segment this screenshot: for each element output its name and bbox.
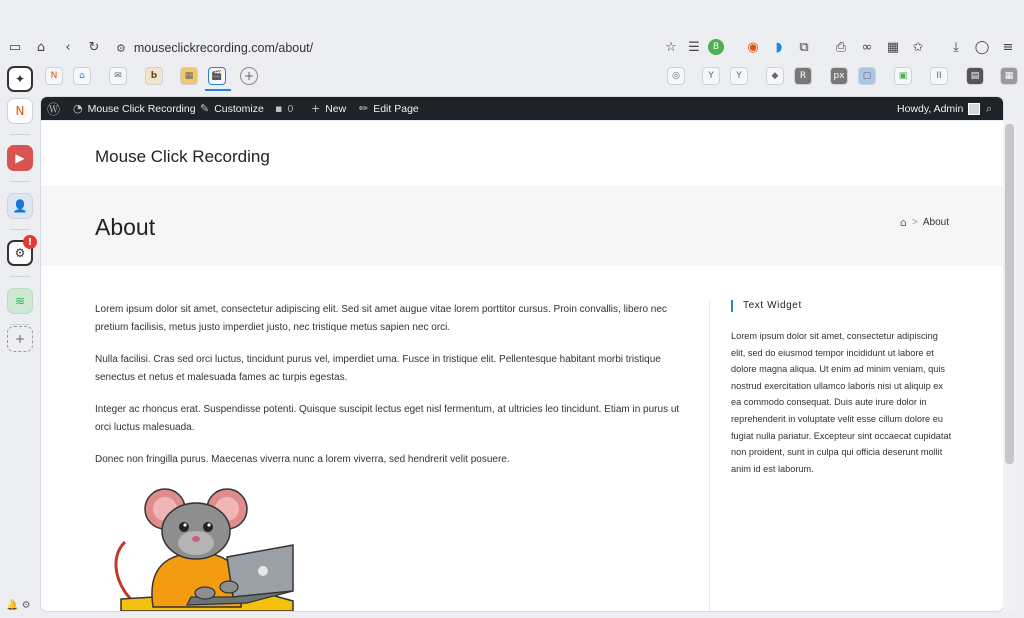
add-sidebar-app-icon[interactable]: + <box>7 326 33 352</box>
favorites-icon[interactable]: ✩ <box>912 39 924 55</box>
breadcrumb <box>900 216 949 229</box>
site-settings-icon[interactable]: ⚙ <box>116 41 126 55</box>
content-paragraph: Lorem ipsum dolor sit amet, consectetur adipiscing elit. Sed sit amet augue vitae lorem porttitor cursus. Proin convallis, libero nec pretium facilisis, metus justo imperdiet justo, nec tristique metus sapien nec orci. <box>95 304 667 333</box>
back-icon[interactable]: ‹ <box>65 39 71 55</box>
add-tab-icon[interactable]: + <box>240 67 258 85</box>
wp-customize[interactable]: ✎ Customize <box>200 102 264 115</box>
b-icon[interactable]: b <box>145 67 163 85</box>
main-content <box>95 301 680 483</box>
comment-icon: ▪ <box>275 102 283 115</box>
widget-title: Text Widget <box>731 300 953 312</box>
sidebar-toggle-icon[interactable]: ▭ <box>8 39 22 55</box>
reading-list-icon[interactable]: ☰ <box>688 39 700 55</box>
app-icon[interactable]: N <box>7 98 33 124</box>
plus-icon: + <box>311 102 321 115</box>
wp-search-icon[interactable]: ⌕ <box>986 101 993 115</box>
ext-r2-icon[interactable]: Y <box>702 67 720 85</box>
page-scrollbar[interactable] <box>1003 120 1016 611</box>
reload-icon[interactable]: ↻ <box>88 39 100 55</box>
wp-new[interactable]: + New <box>311 102 347 115</box>
ext-4-icon[interactable]: ▦ <box>180 67 198 85</box>
site-header <box>41 120 1003 186</box>
wp-site-name[interactable]: ◔ Mouse Click Recording <box>73 102 196 115</box>
scrollbar-thumb[interactable] <box>1005 124 1014 464</box>
home-icon[interactable]: ⌂ <box>900 216 908 229</box>
chatgpt-icon[interactable]: ✦ <box>7 66 33 92</box>
clapper-icon[interactable]: 🎬 <box>208 67 226 85</box>
content-paragraph: Donec non fringilla purus. Maecenas viverra nunc a lorem viverra, sed hendrerit velit posuere. <box>95 454 510 465</box>
link-icon[interactable]: ∞ <box>861 39 873 55</box>
wp-comments[interactable]: ▪ 0 <box>275 102 294 115</box>
ext-1-icon[interactable]: N <box>45 67 63 85</box>
ext-r11-icon[interactable]: ▦ <box>1000 67 1018 85</box>
breadcrumb-separator: > <box>912 217 918 228</box>
qr-icon[interactable]: ▦ <box>886 39 900 55</box>
active-tab-indicator <box>205 89 231 91</box>
wp-edit-page[interactable]: ✏ Edit Page <box>359 102 419 115</box>
bottom-status-icons: 🔔 ⚙ <box>6 600 31 611</box>
ext-signal-icon[interactable]: ◗ <box>775 39 783 55</box>
ext-r5-icon[interactable]: R <box>794 67 812 85</box>
page-title-band <box>41 186 1003 266</box>
ext-r9-icon[interactable]: II <box>930 67 948 85</box>
pencil-icon: ✏ <box>359 102 369 115</box>
ext-r3-icon[interactable]: Y <box>730 67 748 85</box>
admin-avatar <box>968 103 980 115</box>
mouse-laptop-illustration <box>107 487 297 611</box>
ext-r7-icon[interactable]: ▢ <box>858 67 876 85</box>
browser-toolbar <box>0 32 1024 62</box>
extensions-icon[interactable]: ⧉ <box>799 39 809 55</box>
sidebar-divider <box>10 276 30 277</box>
content-paragraph: Integer ac rhoncus erat. Suspendisse potenti. Quisque suscipit lectus eget nisl fermentum, at ultricies leo tincidunt. Etiam in purus ut orci luctus malesuada. <box>95 404 680 433</box>
widget-text: Lorem ipsum dolor sit amet, consectetur adipiscing elit, sed do eiusmod tempor incididunt ut labore et dolore magna aliqua. Ut enim ad minim veniam, quis nostrud exercitation ullamco laboris nisi ut aliquip ex ea commodo consequat. Duis aute irure dolor in reprehenderit in voluptate velit esse cillum dolore eu fugiat nulla pariatur. Excepteur sint occaecat cupidatat non proident, sunt in culpa qui officia deserunt mollit anim id est laborum. <box>731 331 952 474</box>
ext-r6-icon[interactable]: px <box>830 67 848 85</box>
web-page <box>41 97 1003 611</box>
page-title: About <box>95 214 156 240</box>
settings-glyph: ⚙ <box>14 246 26 260</box>
sidebar-divider <box>10 324 30 325</box>
wp-logo-icon[interactable]: Ⓦ <box>47 103 61 118</box>
settings-icon[interactable] <box>7 236 33 266</box>
profile-avatar[interactable]: B <box>708 39 724 55</box>
ext-pill-icon[interactable]: ◉ <box>747 39 759 55</box>
content-paragraph: Nulla facilisi. Cras sed orci luctus, tincidunt purus vel, imperdiet urna. Fusce in tristique elit. Pellentesque habitant morbi tristique senectus et netus et malesuada fames ac turpis egestas. <box>95 354 661 383</box>
ext-r10-icon[interactable]: ▤ <box>966 67 984 85</box>
mail-icon[interactable]: ✉ <box>109 67 127 85</box>
profile-icon[interactable]: 👤 <box>7 193 33 219</box>
home-icon[interactable]: ⌂ <box>36 39 46 55</box>
notification-badge: ! <box>23 235 37 249</box>
sidebar-divider <box>10 134 30 135</box>
extensions-bar <box>0 63 1024 91</box>
ext-r1-icon[interactable]: ◎ <box>667 67 685 85</box>
brush-icon: ✎ <box>200 102 210 115</box>
ext-r8-icon[interactable]: ▣ <box>894 67 912 85</box>
account-icon[interactable]: ◯ <box>974 39 990 55</box>
browser-sidebar <box>0 62 40 618</box>
print-icon[interactable]: ⎙ <box>835 39 847 55</box>
ext-r4-icon[interactable]: ◆ <box>766 67 784 85</box>
url-text[interactable]: mouseclickrecording.com/about/ <box>133 41 314 55</box>
site-title[interactable]: Mouse Click Recording <box>95 147 270 166</box>
menu-icon[interactable]: ≡ <box>1002 39 1014 55</box>
ext-2-icon[interactable]: ⌂ <box>73 67 91 85</box>
star-icon[interactable]: ☆ <box>665 39 677 55</box>
sidebar-divider <box>10 181 30 182</box>
wp-howdy[interactable]: Howdy, Admin <box>897 97 980 120</box>
sidebar-divider <box>10 229 30 230</box>
wp-admin-bar <box>41 97 1003 120</box>
dashboard-icon: ◔ <box>73 102 83 115</box>
address-bar[interactable] <box>116 39 313 57</box>
youtube-icon[interactable]: ▶ <box>7 145 33 171</box>
spotify-icon[interactable]: ≋ <box>7 288 33 314</box>
text-widget <box>731 300 953 477</box>
breadcrumb-current: About <box>922 217 949 228</box>
sidebar-divider <box>709 301 710 611</box>
download-icon[interactable]: ⤓ <box>953 39 959 55</box>
